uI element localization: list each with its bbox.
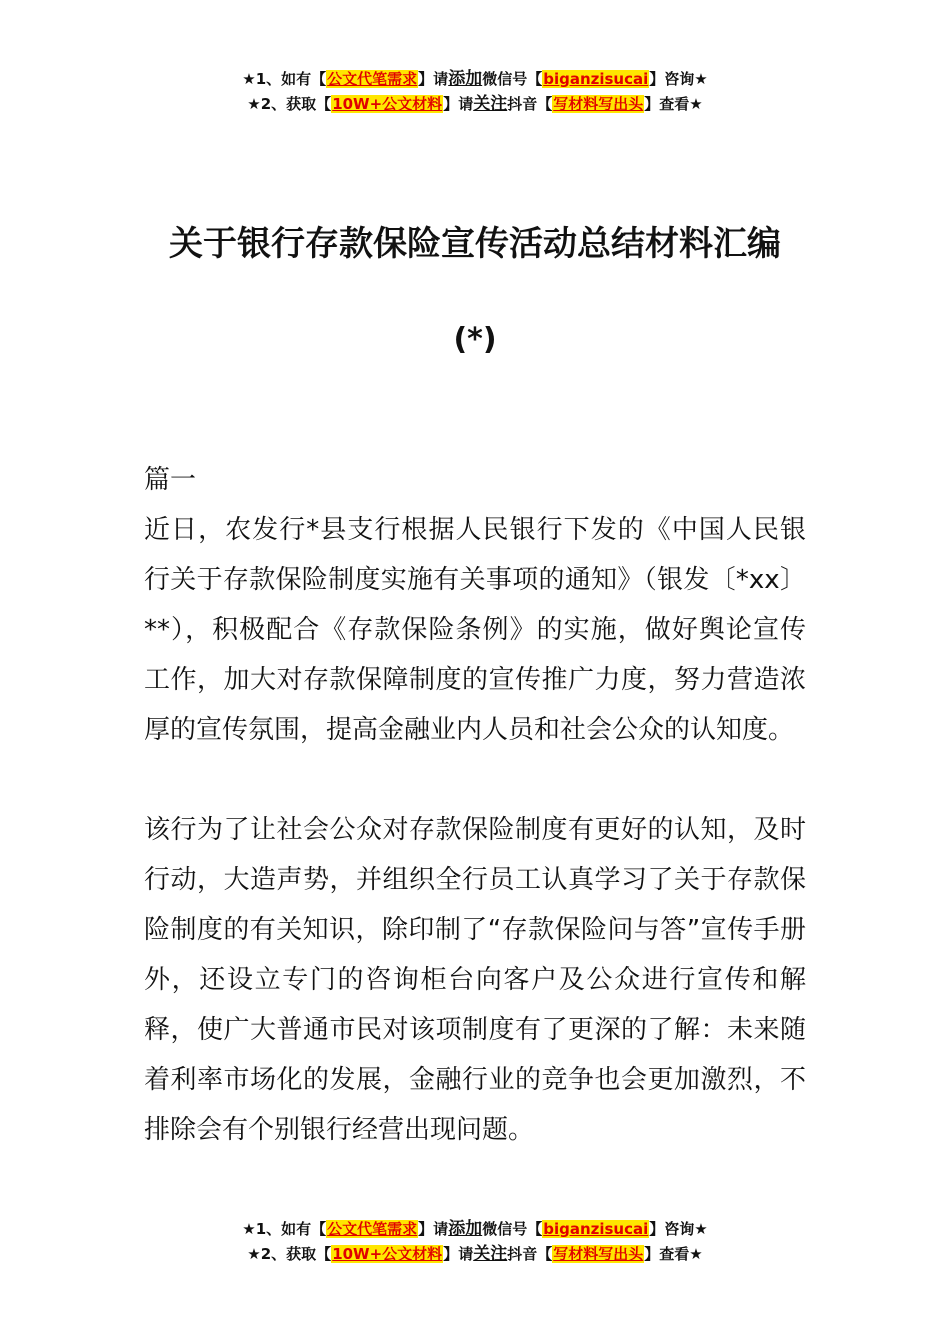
body-paragraph-1: 近日，农发行*县支行根据人民银行下发的《中国人民银行关于存款保险制度实施有关事项的通知》（银发〔*xx〕**），积极配合《存款保险条例》的实施，做好舆论宣传工作，加大对存款保障制度的宣传推广力度，努力营造浓厚的宣传氛围，提高金融业内人员和社会公众的认知度。 xyxy=(144,515,806,745)
highlight-wechat-id: biganzisucai xyxy=(543,70,649,88)
banner-text: ★2、获取【 xyxy=(247,1245,332,1263)
banner-text: 】查看★ xyxy=(644,95,703,113)
highlight-materials: 10W+公文材料 xyxy=(332,95,443,113)
document-subtitle: (*) xyxy=(453,322,497,357)
banner-line-2 xyxy=(0,1242,950,1267)
highlight-douyin-account: 写材料写出头 xyxy=(553,95,644,113)
highlight-wechat-id: biganzisucai xyxy=(543,1220,649,1238)
banner-text: 抖音【 xyxy=(507,95,553,113)
body-paragraph-2: 该行为了让社会公众对存款保险制度有更好的认知，及时行动，大造声势，并组织全行员工认真学习了关于存款保险制度的有关知识，除印制了“存款保险问与答”宣传手册外，还设立专门的咨询柜台向客户及公众进行宣传和解释，使广大普通市民对该项制度有了更深的了解：未来随着利率市场化的发展，金融行业的竞争也会更加激烈，不排除会有个别银行经营出现问题。 xyxy=(144,815,806,1145)
document-body xyxy=(144,455,806,1155)
banner-text: 】请 xyxy=(443,1245,474,1263)
banner-text: 】请 xyxy=(418,1220,449,1238)
banner-text: 】请 xyxy=(443,95,474,113)
banner-text: 微信号【 xyxy=(482,70,543,88)
banner-text: ★1、如有【 xyxy=(242,1220,327,1238)
banner-text: 】咨询★ xyxy=(649,1220,708,1238)
banner-text: 抖音【 xyxy=(507,1245,553,1263)
emphasis-add: 添加 xyxy=(448,1219,483,1239)
emphasis-follow: 关注 xyxy=(473,94,508,114)
header-banner xyxy=(0,67,950,117)
footer-banner xyxy=(0,1217,950,1267)
banner-line-1 xyxy=(0,1217,950,1242)
banner-text: ★1、如有【 xyxy=(242,70,327,88)
banner-text: 】查看★ xyxy=(644,1245,703,1263)
emphasis-add: 添加 xyxy=(448,69,483,89)
banner-text: 微信号【 xyxy=(482,1220,543,1238)
banner-line-1 xyxy=(0,67,950,92)
highlight-service: 公文代笔需求 xyxy=(327,1220,418,1238)
emphasis-follow: 关注 xyxy=(473,1244,508,1264)
banner-text: ★2、获取【 xyxy=(247,95,332,113)
highlight-service: 公文代笔需求 xyxy=(327,70,418,88)
highlight-douyin-account: 写材料写出头 xyxy=(553,1245,644,1263)
highlight-materials: 10W+公文材料 xyxy=(332,1245,443,1263)
section-label: 篇一 xyxy=(144,465,197,495)
banner-text: 】咨询★ xyxy=(649,70,708,88)
banner-line-2 xyxy=(0,92,950,117)
document-title: 关于银行存款保险宣传活动总结材料汇编 xyxy=(169,223,781,264)
banner-text: 】请 xyxy=(418,70,449,88)
